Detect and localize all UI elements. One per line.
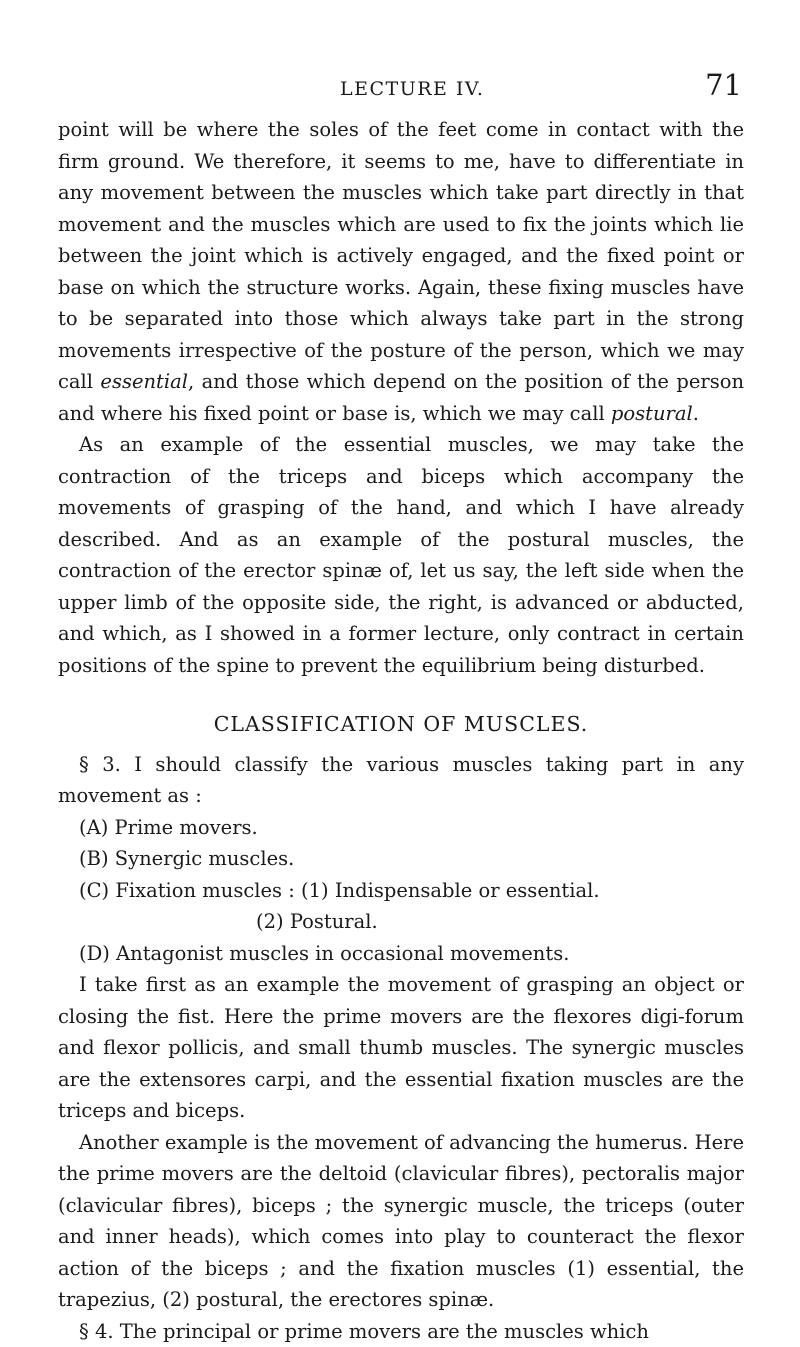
- term-postural: postural: [611, 402, 693, 425]
- term-essential: essential: [100, 370, 188, 393]
- page-body: [58, 114, 744, 1347]
- paragraph-1: [58, 114, 744, 429]
- paragraph-1-text-b: , and those which depend on the position of the person and where his fixed point or base is, which we may call: [58, 370, 744, 425]
- running-head: LECTURE IV.: [340, 78, 484, 100]
- paragraph-1-text-c: .: [693, 402, 699, 425]
- classification-a: (A) Prime movers.: [58, 812, 744, 844]
- paragraph-6: § 4. The principal or prime movers are the muscles which: [58, 1316, 744, 1347]
- page-number: 71: [705, 68, 742, 102]
- paragraph-2: As an example of the essential muscles, we may take the contraction of the triceps and biceps which accompany the movements of grasping of the hand, and which I have already described. And as an example of the postural muscles, the contraction of the erector spinæ of, let us say, the left side when the upper limb of the opposite side, the right, is advanced or abducted, and which, as I showed in a former lecture, only contract in certain positions of the spine to prevent the equilibrium being disturbed.: [58, 429, 744, 681]
- page-header: [232, 74, 742, 104]
- paragraph-4: I take first as an example the movement of grasping an object or closing the fist. Here the prime movers are the flexores digi-forum and flexor pollicis, and small thumb muscles. The synergic muscles are the extensores carpi, and the essential fixation muscles are the triceps and biceps.: [58, 969, 744, 1127]
- section-heading: CLASSIFICATION OF MUSCLES.: [58, 709, 744, 741]
- classification-c: (C) Fixation muscles : (1) Indispensable or essential.: [58, 875, 744, 907]
- paragraph-1-text-a: point will be where the soles of the feet come in contact with the firm ground. We therefore, it seems to me, have to differentiate in any movement between the muscles which take part directly in that movement and the muscles which are used to fix the joints which lie between the joint which is actively engaged, and the fixed point or base on which the structure works. Again, these fixing muscles have to be separated into those which always take part in the strong movements irrespective of the posture of the person, which we may call: [58, 118, 744, 393]
- paragraph-3: § 3. I should classify the various muscles taking part in any movement as :: [58, 749, 744, 812]
- classification-c-2: (2) Postural.: [58, 906, 744, 938]
- classification-d: (D) Antagonist muscles in occasional movements.: [58, 938, 744, 970]
- classification-b: (B) Synergic muscles.: [58, 843, 744, 875]
- paragraph-5: Another example is the movement of advancing the humerus. Here the prime movers are the deltoid (clavicular fibres), pectoralis major (clavicular fibres), biceps ; the synergic muscle, the triceps (outer and inner heads), which comes into play to counteract the flexor action of the biceps ; and the fixation muscles (1) essential, the trapezius, (2) postural, the erectores spinæ.: [58, 1127, 744, 1316]
